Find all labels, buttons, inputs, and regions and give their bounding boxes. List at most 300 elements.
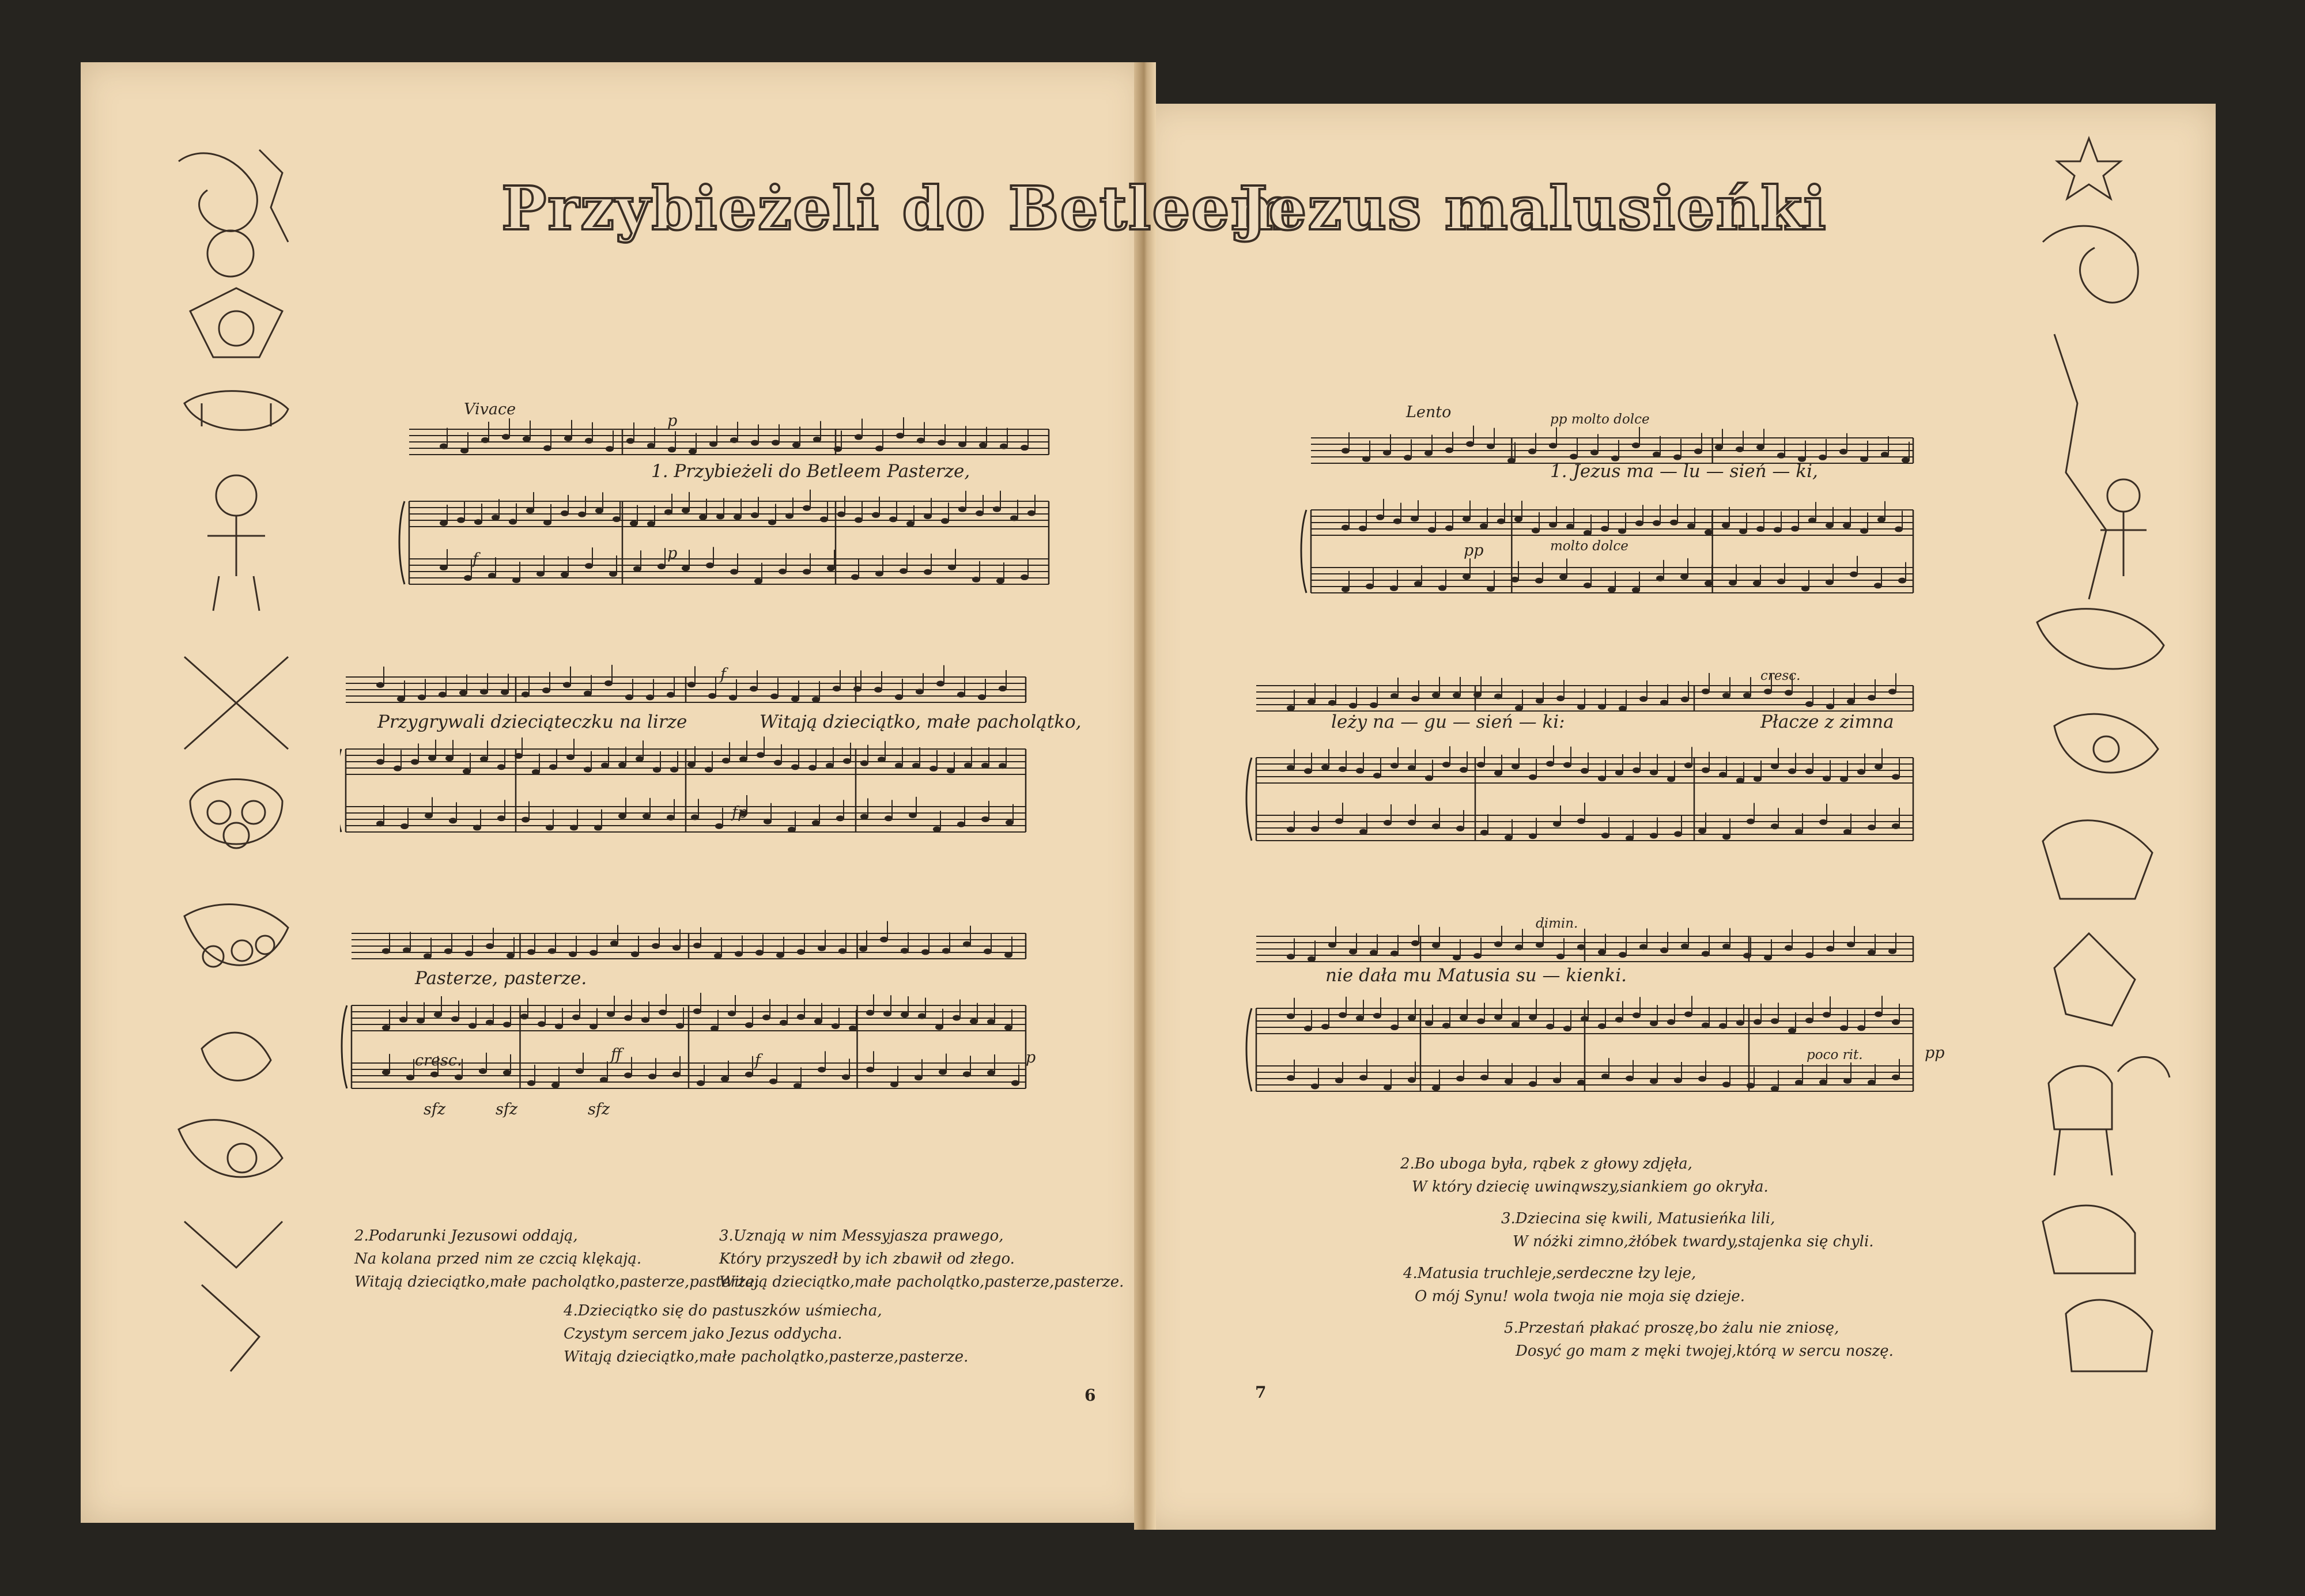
note-head (1004, 1025, 1012, 1031)
note-head (445, 755, 454, 761)
note-head (643, 814, 651, 819)
note-head (1632, 587, 1640, 593)
note-head (874, 687, 882, 693)
note-head (1674, 1077, 1682, 1083)
verse-2: 2.Podarunki Jezusowi oddają, Na kolana przed nim ze czcią klękają. Witają dzieciątko,małe pacholątko,pasterze,pasterze. (354, 1227, 759, 1291)
note-head (1826, 704, 1834, 709)
note-head (901, 948, 909, 954)
note-head (625, 694, 633, 700)
note-head (1514, 516, 1522, 522)
note-head (875, 445, 883, 451)
note-head (929, 766, 938, 771)
note-head (776, 952, 784, 958)
note-head (1808, 517, 1816, 523)
note-head (890, 1081, 898, 1087)
note-head (481, 437, 489, 443)
note-head (755, 950, 764, 956)
note-head (682, 565, 690, 571)
note-head (797, 1014, 805, 1020)
note-head (406, 1075, 414, 1080)
note-head (851, 574, 859, 580)
dynamic-f: f (755, 1052, 761, 1069)
note-head (833, 686, 841, 691)
note-head (1739, 528, 1747, 534)
note-head (1494, 941, 1502, 947)
note-head (1497, 519, 1505, 524)
note-head (1507, 457, 1516, 463)
brace (1246, 758, 1252, 841)
note-head (889, 516, 897, 522)
note-head (826, 763, 834, 769)
verse-5: 5.Przestań płakać proszę,bo żalu nie zniosę, Dosyć go mam z męki twojej,którą w sercu noszę. (1504, 1319, 1894, 1360)
note-head (1477, 762, 1485, 767)
note-head (697, 1080, 705, 1086)
note-head (987, 1070, 995, 1076)
note-head (984, 948, 992, 954)
note-head (1487, 586, 1495, 592)
note-head (792, 443, 800, 448)
note-head (624, 1015, 632, 1021)
note-head (1473, 953, 1482, 959)
note-head (376, 820, 384, 826)
note-head (667, 692, 675, 698)
note-head (803, 569, 811, 574)
note-head (1432, 693, 1440, 698)
note-head (570, 825, 578, 831)
note-head (527, 949, 535, 955)
note-head (770, 694, 779, 699)
left-song-title: Przybieżeli do Betleem (501, 173, 1295, 244)
note-head (716, 513, 724, 519)
note-head (607, 1011, 615, 1017)
note-head (963, 1071, 971, 1077)
note-head (1754, 1019, 1762, 1025)
note-head (936, 680, 944, 686)
note-head (1598, 704, 1606, 710)
note-head (633, 566, 641, 572)
note-head (948, 565, 956, 570)
note-head (1892, 1019, 1900, 1025)
note-head (1722, 523, 1730, 528)
note-head (711, 1026, 719, 1031)
note-head (1722, 834, 1730, 839)
note-head (1414, 581, 1422, 587)
note-head (1408, 820, 1416, 826)
note-head (609, 571, 617, 577)
note-head (430, 1072, 439, 1077)
note-head (875, 571, 883, 577)
note-head (590, 950, 598, 956)
note-head (1373, 773, 1381, 778)
note-head (1632, 443, 1640, 448)
note-head (672, 1072, 681, 1077)
note-head (585, 563, 593, 569)
note-head (648, 1073, 656, 1079)
brace (399, 501, 405, 584)
note-head (1529, 833, 1537, 839)
note-head (1000, 444, 1008, 449)
note-head (860, 814, 868, 820)
note-head (1546, 761, 1554, 767)
molto-dolce-mark: molto dolce (1550, 539, 1628, 554)
note-head (1674, 831, 1682, 837)
note-head (895, 763, 903, 769)
note-head (1556, 954, 1565, 959)
note-head (714, 953, 722, 959)
note-head (444, 948, 452, 954)
note-head (1590, 449, 1599, 455)
note-head (542, 687, 550, 693)
note-head (1764, 955, 1772, 960)
note-head (1795, 1080, 1803, 1086)
note-head (563, 682, 571, 688)
note-head (1705, 530, 1713, 535)
note-head (900, 568, 908, 574)
note-head (996, 578, 1004, 584)
note-head (400, 823, 409, 829)
note-head (1667, 776, 1675, 782)
note-head (708, 693, 716, 699)
note-head (1480, 523, 1488, 529)
note-head (610, 940, 618, 946)
note-head (1466, 441, 1474, 447)
note-head (1432, 823, 1440, 829)
note-head (449, 818, 457, 823)
note-head (1850, 572, 1858, 577)
note-head (1868, 825, 1876, 830)
sfz-mark: sfz (496, 1100, 518, 1118)
note-head (859, 946, 867, 952)
note-head (1335, 818, 1343, 824)
note-head (1356, 768, 1364, 774)
note-head (1373, 1013, 1381, 1019)
note-head (1667, 1019, 1675, 1025)
note-head (522, 817, 530, 823)
note-head (1736, 447, 1744, 452)
note-head (785, 513, 793, 519)
note-head (705, 767, 713, 773)
note-head (1722, 1081, 1730, 1087)
right-decorative-border (2020, 127, 2187, 1406)
note-head (526, 508, 534, 513)
note-head (668, 447, 676, 452)
note-head (1460, 1015, 1468, 1020)
note-head (843, 758, 851, 764)
note-head (600, 1077, 608, 1083)
note-head (1635, 520, 1643, 526)
note-head (1839, 449, 1847, 455)
note-head (1771, 1018, 1779, 1024)
note-head (486, 1020, 494, 1026)
verse-4: 4.Matusia truchleje,serdeczne łzy leje, O mój Synu! wola twoja nie moja się dzieje. (1403, 1265, 1745, 1305)
note-head (1774, 527, 1782, 532)
note-head (693, 943, 701, 948)
note-head (584, 767, 592, 773)
note-head (1615, 770, 1623, 776)
note-head (1626, 835, 1634, 841)
note-head (728, 1011, 736, 1016)
note-head (1753, 580, 1761, 586)
note-head (880, 937, 888, 943)
note-head (1287, 765, 1295, 770)
note-head (1694, 448, 1702, 454)
note-head (1764, 689, 1772, 694)
note-head (1411, 516, 1419, 521)
note-head (538, 1021, 546, 1027)
note-head (1021, 445, 1029, 451)
note-head (745, 1072, 753, 1077)
note-head (1660, 947, 1668, 953)
note-head (721, 1076, 729, 1082)
note-head (1702, 951, 1710, 956)
note-head (1546, 1024, 1554, 1030)
note-head (1442, 1023, 1450, 1028)
note-head (439, 692, 447, 698)
note-head (1512, 1022, 1520, 1027)
note-head (424, 953, 432, 959)
note-head (411, 759, 419, 765)
note-head (734, 514, 742, 520)
note-head (1791, 526, 1799, 532)
note-head (1653, 520, 1661, 526)
note-head (687, 762, 696, 767)
note-head (972, 577, 980, 583)
note-head (1888, 948, 1896, 954)
note-head (572, 1015, 580, 1020)
note-head (1308, 699, 1316, 705)
note-head (520, 1013, 528, 1019)
brace (1301, 510, 1306, 593)
note-head (1875, 764, 1883, 770)
note-head (812, 697, 820, 702)
note-head (715, 823, 723, 829)
note-head (601, 763, 609, 769)
note-head (793, 1083, 802, 1089)
piano-bass-staff (409, 559, 1049, 584)
note-head (451, 1016, 459, 1022)
dynamic-p: p (1026, 1049, 1036, 1066)
note-head (939, 1069, 947, 1075)
note-head (1432, 1085, 1440, 1091)
note-head (1650, 770, 1658, 776)
right-song-title: Jezus malusieńki (1239, 173, 1827, 244)
note-head (1515, 705, 1523, 711)
note-head (1584, 530, 1592, 536)
book-gutter (1134, 62, 1156, 1530)
note-head (459, 690, 467, 695)
note-head (917, 437, 925, 443)
note-head (1445, 447, 1453, 453)
note-head (1875, 1011, 1883, 1017)
dynamic-p: p (667, 412, 678, 430)
note-head (1408, 1077, 1416, 1083)
note-head (866, 1066, 874, 1072)
note-head (896, 433, 904, 438)
note-head (479, 1068, 487, 1074)
sfz-mark: sfz (588, 1100, 610, 1118)
note-head (626, 438, 634, 444)
note-head (895, 694, 903, 700)
note-head (1304, 768, 1312, 774)
note-head (1328, 700, 1336, 706)
note-head (1287, 705, 1295, 711)
note-head (501, 689, 509, 695)
note-head (630, 521, 638, 527)
note-head (1639, 944, 1647, 950)
note-head (1868, 1080, 1876, 1086)
note-head (1598, 776, 1606, 781)
note-head (428, 755, 436, 761)
note-head (1888, 689, 1896, 694)
note-head (1556, 695, 1565, 701)
note-head (624, 1072, 632, 1078)
note-head (1577, 704, 1585, 710)
note-head (860, 761, 868, 766)
note-head (1456, 826, 1464, 831)
note-head (853, 686, 861, 692)
note-head (509, 519, 517, 525)
note-head (1473, 692, 1482, 698)
verse-4: 4.Dzieciątko się do pastuszków uśmiecha, Czystym sercem jako Jezus oddycha. Witają dzieciątko,małe pacholątko,pasterze,pasterze. (564, 1302, 969, 1366)
note-head (1480, 1075, 1488, 1080)
note-head (1342, 525, 1350, 531)
sfz-mark: sfz (424, 1100, 446, 1118)
note-head (548, 948, 556, 954)
note-head (543, 445, 551, 451)
note-head (1684, 1011, 1692, 1017)
note-head (953, 1015, 961, 1021)
note-head (842, 1074, 850, 1080)
note-head (1619, 706, 1627, 712)
note-head (722, 758, 730, 763)
note-head (780, 1020, 788, 1026)
note-head (1874, 583, 1882, 588)
note-head (1359, 1075, 1367, 1081)
note-head (1532, 528, 1540, 534)
note-head (1370, 702, 1378, 708)
note-head (1577, 944, 1585, 950)
note-head (1494, 770, 1502, 776)
note-head (455, 1075, 463, 1080)
note-head (1566, 524, 1574, 530)
note-head (791, 764, 799, 770)
note-head (933, 826, 941, 832)
note-head (606, 446, 614, 452)
note-head (1823, 1012, 1831, 1018)
note-head (641, 1017, 649, 1023)
dynamic-fp: fp (732, 804, 748, 822)
note-head (434, 1012, 442, 1018)
note-head (918, 1013, 926, 1019)
note-head (803, 505, 811, 511)
note-head (1756, 526, 1764, 532)
note-head (1505, 835, 1513, 841)
note-head (1626, 1076, 1634, 1081)
note-head (1736, 1020, 1744, 1026)
note-head (1311, 826, 1319, 832)
note-head (1698, 1076, 1706, 1081)
dynamic-pp: pp (1925, 1044, 1945, 1062)
page-number: 6 (1085, 1386, 1096, 1405)
note-head (647, 443, 655, 449)
note-head (820, 516, 828, 522)
note-head (1536, 698, 1544, 704)
note-head (1577, 818, 1585, 824)
note-head (827, 565, 835, 571)
note-head (658, 563, 666, 569)
note-head (631, 951, 639, 957)
note-head (1390, 1024, 1399, 1030)
note-head (987, 1019, 995, 1024)
note-head (546, 825, 554, 830)
note-head (1339, 1012, 1347, 1018)
note-head (1754, 776, 1762, 782)
note-head (964, 762, 972, 768)
note-head (1843, 523, 1851, 528)
note-head (468, 1023, 477, 1028)
note-head (921, 949, 929, 955)
note-head (901, 1012, 909, 1018)
note-head (1656, 576, 1664, 581)
note-head (935, 1024, 943, 1030)
note-head (425, 813, 433, 819)
note-head (999, 763, 1007, 769)
note-head (1747, 1083, 1755, 1088)
note-head (569, 951, 577, 957)
note-head (566, 754, 575, 760)
note-head (1004, 952, 1012, 958)
note-head (1463, 574, 1471, 580)
note-head (1684, 762, 1692, 768)
note-head (1860, 528, 1868, 534)
note-head (1549, 522, 1557, 528)
note-head (1788, 769, 1796, 774)
note-head (999, 686, 1007, 691)
note-head (1702, 1023, 1710, 1028)
note-head (1390, 585, 1398, 591)
note-head (512, 577, 520, 583)
lyric-line: 1. Jezus ma — lu — sień — ki, (1550, 461, 1818, 482)
note-head (1785, 945, 1793, 951)
note-head (463, 769, 471, 774)
note-head (1840, 1025, 1848, 1031)
note-head (440, 520, 448, 526)
note-head (1608, 587, 1616, 593)
note-head (564, 436, 572, 441)
note-head (1702, 689, 1710, 694)
note-head (797, 949, 805, 955)
tempo-vivace: Vivace (464, 400, 516, 418)
note-head (1335, 1077, 1343, 1083)
note-head (376, 759, 384, 765)
note-head (1805, 1018, 1813, 1023)
note-head (762, 1015, 770, 1020)
note-head (924, 513, 932, 519)
note-head (1425, 776, 1433, 781)
cresc-mark: cresc. (415, 1052, 462, 1069)
note-head (527, 1080, 535, 1086)
note-head (480, 689, 488, 695)
note-head (1308, 956, 1316, 962)
note-head (1456, 1076, 1464, 1081)
note-head (502, 434, 510, 440)
note-head (1424, 451, 1433, 456)
note-head (1898, 578, 1906, 584)
dimin-mark: dimin. (1536, 916, 1578, 931)
note-head (769, 1079, 777, 1084)
verse-3: 3.Dziecina się kwili, Matusieńka lili, W nóżki zimno,żłóbek twardy,stajenka się chyli. (1501, 1210, 1874, 1250)
note-head (653, 767, 661, 773)
